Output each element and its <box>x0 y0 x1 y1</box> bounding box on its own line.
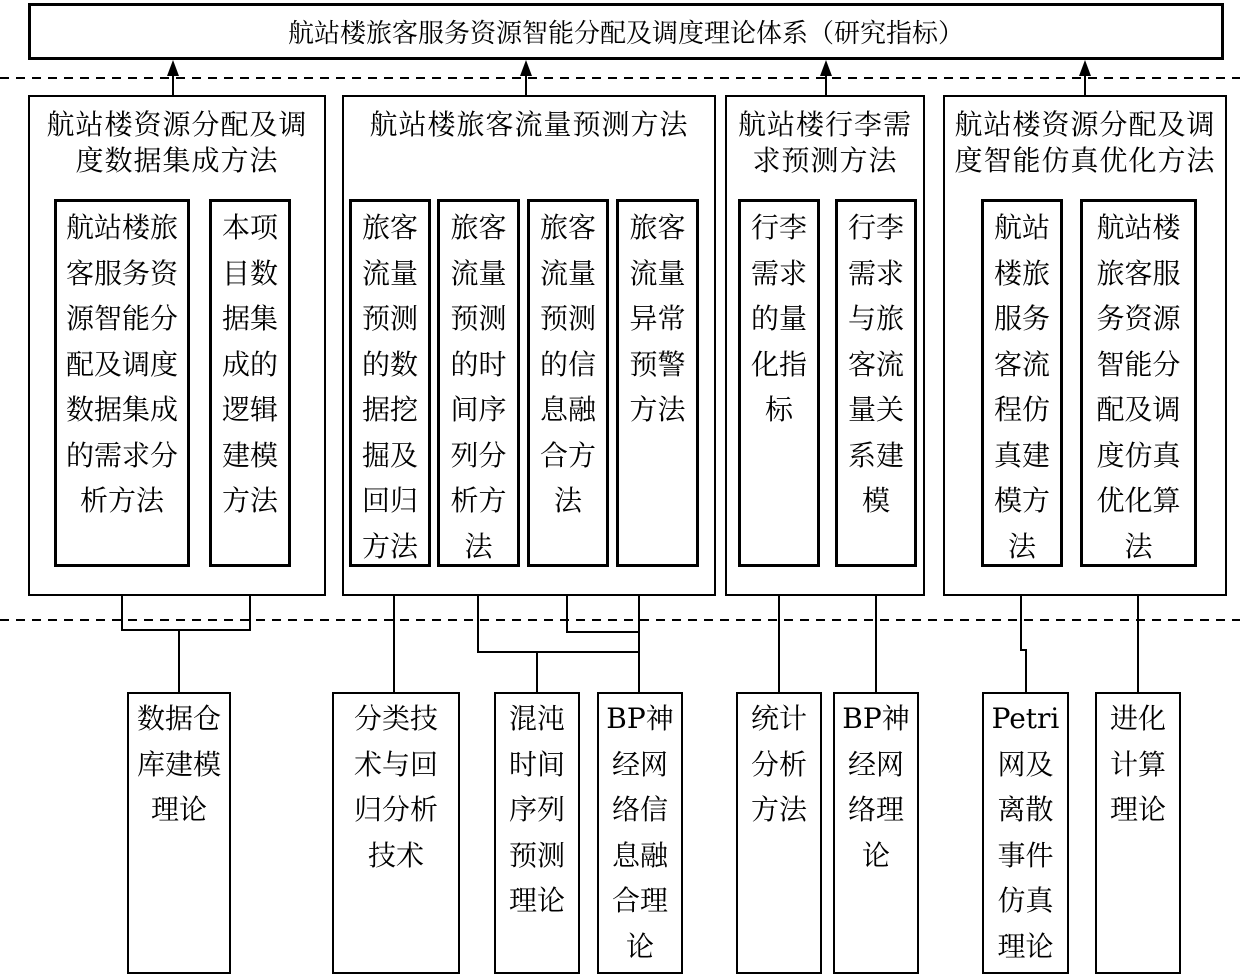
arrow-group-3-to-title <box>820 60 832 76</box>
theory-box-bp-network <box>833 692 919 974</box>
wire-chaos <box>478 582 537 692</box>
method-box-4-2 <box>1080 199 1197 567</box>
theory-box-chaos <box>494 692 580 974</box>
system-title-box <box>28 3 1224 60</box>
method-box-2-1 <box>349 199 431 567</box>
system-title: 航站楼旅客服务资源智能分配及调度理论体系（研究指标） <box>287 19 964 49</box>
theory-text-petri: Petri 网及 离散 事件 仿真 理论 <box>991 702 1060 963</box>
theory-text-classification: 分类技 术与回 归分析 技术 <box>353 702 438 872</box>
method-text-1-1: 航站楼旅 客服务资 源智能分 配及调度 数据集成 的需求分 析方法 <box>65 211 178 517</box>
method-box-2-4 <box>616 199 699 567</box>
method-box-3-1 <box>738 199 820 567</box>
method-box-1-2 <box>209 199 291 567</box>
method-text-2-3: 旅客 流量 预测 的信 息融 合方 法 <box>539 211 596 517</box>
theory-text-statistics: 统计 分析 方法 <box>750 702 807 826</box>
method-text-1-2: 本项 目数 据集 成的 逻辑 建模 方法 <box>221 211 278 517</box>
wire-bp-fusion <box>567 582 639 692</box>
theory-text-data-warehouse: 数据仓 库建模 理论 <box>136 702 221 826</box>
group-title-simulation: 航站楼资源分配及调 度智能仿真优化方法 <box>954 108 1216 177</box>
theory-box-petri <box>982 692 1069 974</box>
method-text-4-2: 航站楼 旅客服 务资源 智能分 配及调 度仿真 优化算 法 <box>1096 211 1181 563</box>
theory-text-evolution: 进化 计算 理论 <box>1109 702 1166 826</box>
wire-data-warehouse <box>122 582 179 692</box>
theory-text-bp-network: BP神 经网 络理 论 <box>842 702 910 872</box>
arrow-group-4-to-title <box>1079 60 1091 76</box>
wire-petri <box>1021 582 1026 692</box>
method-text-2-2: 旅客 流量 预测 的时 间序 列分 析方 法 <box>450 211 507 563</box>
theory-box-bp-fusion <box>597 692 683 974</box>
theory-text-chaos: 混沌 时间 序列 预测 理论 <box>508 702 565 917</box>
theory-box-classification <box>332 692 460 974</box>
group-title-data-integration: 航站楼资源分配及调 度数据集成方法 <box>46 108 308 177</box>
arrow-group-1-to-title <box>167 60 179 76</box>
method-text-4-1: 航站 楼旅 服务 客流 程仿 真建 模方 法 <box>993 211 1050 563</box>
method-box-1-1 <box>54 199 190 567</box>
method-box-2-3 <box>527 199 609 567</box>
method-text-3-1: 行李 需求 的量 化指 标 <box>750 211 807 426</box>
theory-box-data-warehouse <box>127 692 231 974</box>
theory-box-statistics <box>736 692 822 974</box>
method-box-2-2 <box>437 199 520 567</box>
method-box-4-1 <box>981 199 1063 567</box>
group-title-passenger-flow: 航站楼旅客流量预测方法 <box>369 108 689 141</box>
theory-box-evolution <box>1095 692 1181 974</box>
group-title-baggage: 航站楼行李需 求预测方法 <box>737 108 912 177</box>
method-box-3-2 <box>835 199 917 567</box>
method-text-2-1: 旅客 流量 预测 的数 据挖 掘及 回归 方法 <box>361 211 418 563</box>
theory-text-bp-fusion: BP神 经网 络信 息融 合理 论 <box>606 702 674 963</box>
method-text-2-4: 旅客 流量 异常 预警 方法 <box>629 211 686 426</box>
method-text-3-2: 行李 需求 与旅 客流 量关 系建 模 <box>847 211 904 517</box>
arrow-group-2-to-title <box>520 60 532 76</box>
